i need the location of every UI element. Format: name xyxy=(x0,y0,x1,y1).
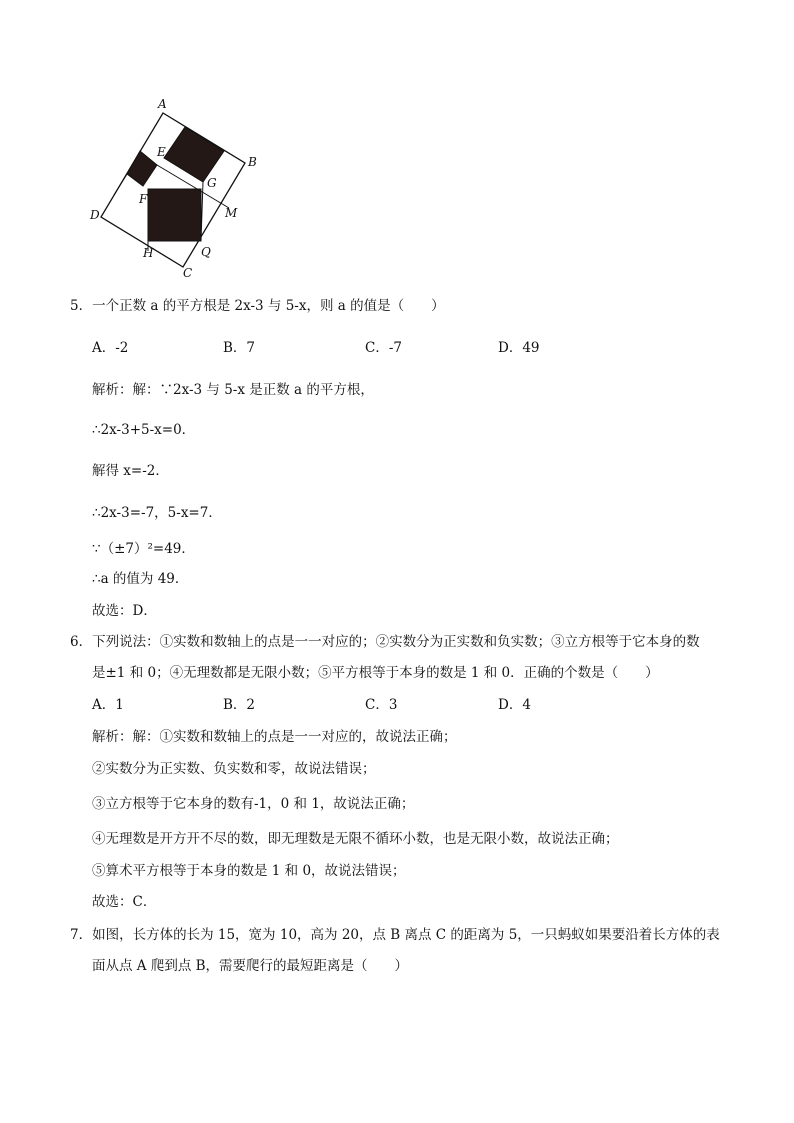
label-f: F xyxy=(139,192,148,206)
q6-option-b: B．2 xyxy=(223,697,256,713)
geometry-figure xyxy=(80,95,280,285)
q6-stem-line-2: 是±1 和 0；④无理数都是无限小数；⑤平方根等于本身的数是 1 和 0．正确的个数是（ ） xyxy=(92,665,659,681)
filled-square-top xyxy=(164,127,224,182)
q6-stem-line-1: 6．下列说法：①实数和数轴上的点是一一对应的；②实数分为正实数和负实数；③立方根等于它本身的数 xyxy=(70,634,700,650)
label-b: B xyxy=(248,155,257,169)
q6-solution-line-4: ④无理数是开方开不尽的数，即无理数是无限不循环小数，也是无限小数，故说法正确； xyxy=(92,831,619,847)
q5-solution-line-4: ∴2x-3=-7，5-x=7． xyxy=(92,505,222,521)
q6-option-d: D．4 xyxy=(498,697,531,713)
q6-solution-line-3: ③立方根等于它本身的数有-1，0 和 1，故说法正确； xyxy=(92,796,415,812)
q5-solution-line-1: 解析：解：∵2x-3 与 5-x 是正数 a 的平方根， xyxy=(92,382,374,398)
q6-solution-answer: 故选：C． xyxy=(92,894,157,910)
q6-option-c: C．3 xyxy=(365,697,398,713)
filled-square-small xyxy=(127,151,157,186)
label-c: C xyxy=(183,266,193,280)
q5-stem: 5．一个正数 a 的平方根是 2x-3 与 5-x，则 a 的值是（ ） xyxy=(70,298,445,314)
q5-option-a: A．-2 xyxy=(92,340,129,356)
q5-option-d: D．49 xyxy=(498,340,540,356)
filled-square-bottom xyxy=(148,189,201,241)
q5-solution-line-3: 解得 x=-2． xyxy=(92,463,169,479)
q6-solution-line-1: 解析：解：①实数和数轴上的点是一一对应的，故说法正确； xyxy=(92,729,457,745)
q5-solution-answer: 故选：D． xyxy=(92,603,157,619)
q5-option-c: C．-7 xyxy=(365,340,402,356)
label-a: A xyxy=(158,97,167,111)
q7-stem-line-1: 7．如图，长方体的长为 15，宽为 10，高为 20，点 B 离点 C 的距离为 5，一只蚂蚁如果要沿着长方体的表 xyxy=(70,927,720,943)
q7-stem-line-2: 面从点 A 爬到点 B，需要爬行的最短距离是（ ） xyxy=(92,958,409,974)
q6-option-a: A．1 xyxy=(92,697,124,713)
label-h: H xyxy=(143,246,154,260)
q5-solution-line-5: ∵（±7）²=49． xyxy=(92,541,195,557)
q6-solution-line-2: ②实数分为正实数、负实数和零，故说法错误； xyxy=(92,761,376,777)
line-small-b xyxy=(114,174,127,195)
q5-solution-line-6: ∴a 的值为 49． xyxy=(92,571,189,587)
label-e: E xyxy=(157,145,166,159)
q6-solution-line-5: ⑤算术平方根等于本身的数是 1 和 0，故说法错误； xyxy=(92,863,406,879)
q5-solution-line-2: ∴2x-3+5-x=0． xyxy=(92,422,196,438)
q5-option-b: B．7 xyxy=(223,340,256,356)
label-m: M xyxy=(225,206,238,220)
label-g: G xyxy=(207,176,217,190)
label-d: D xyxy=(90,208,100,222)
label-q: Q xyxy=(201,245,211,259)
